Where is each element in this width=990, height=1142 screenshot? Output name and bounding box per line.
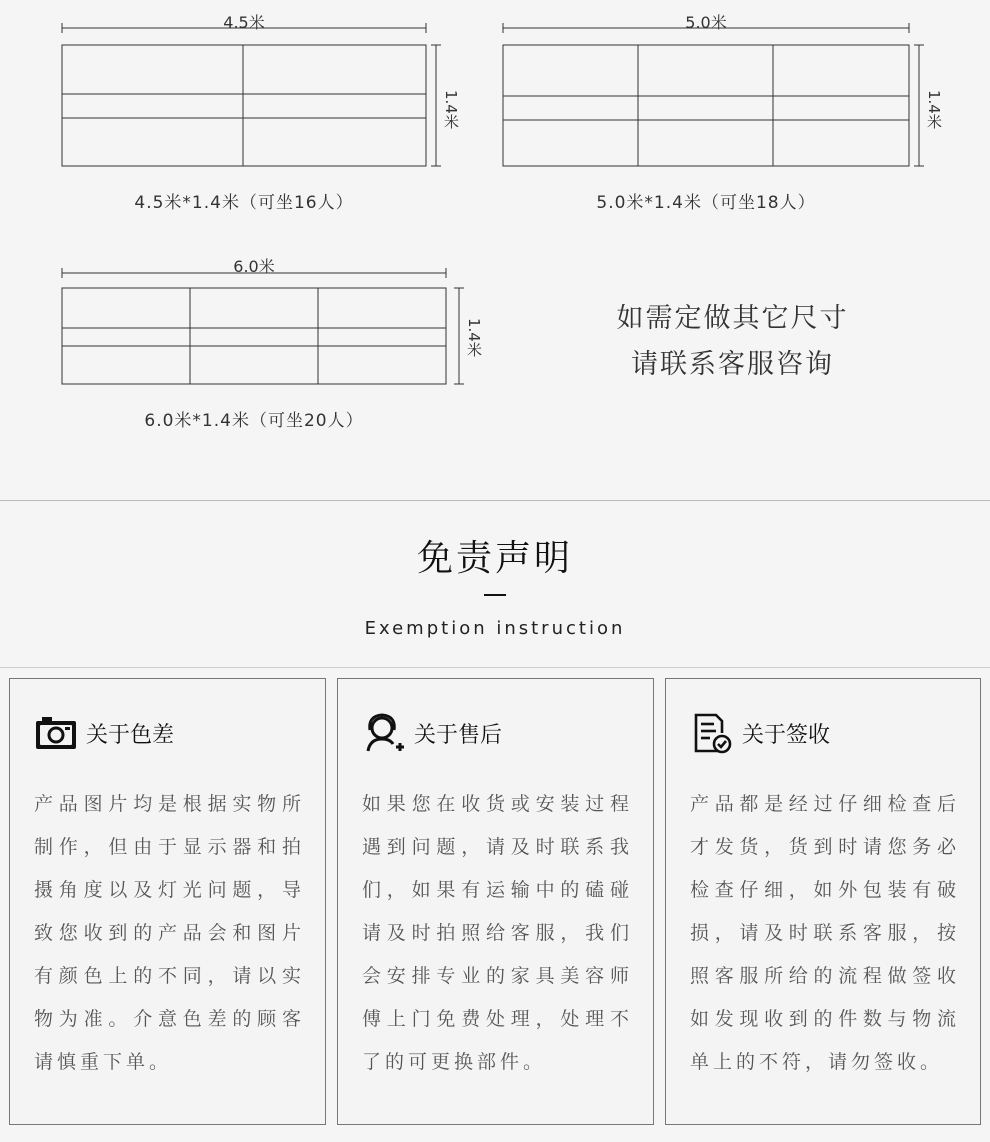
section-subtitle: Exemption instruction xyxy=(364,618,626,639)
card-body: 产品图片均是根据实物所制作，但由于显示器和拍摄角度以及灯光问题，导致您收到的产品会和图片有颜色上的不同，请以实物为准。介意色差的顾客请慎重下单。 xyxy=(34,793,305,1073)
camera-icon xyxy=(34,711,78,755)
custom-size-line1: 如需定做其它尺寸 xyxy=(616,303,849,334)
table-5-0-caption: 5.0米*1.4米（可坐18人） xyxy=(596,193,816,213)
table-6-0-drawing xyxy=(62,268,464,384)
card-header xyxy=(690,711,830,755)
card-color-difference xyxy=(9,678,326,1125)
table-6-0-depth-label: 1.4米 xyxy=(465,318,483,357)
customer-service-icon xyxy=(362,711,406,755)
card-receipt xyxy=(665,678,981,1125)
section-divider xyxy=(0,667,990,668)
table-4-5-width-label: 4.5米 xyxy=(223,13,265,32)
table-6-0-width-label: 6.0米 xyxy=(233,257,275,276)
table-5-0-width-label: 5.0米 xyxy=(685,13,727,32)
table-6-0-caption: 6.0米*1.4米（可坐20人） xyxy=(144,411,364,431)
document-check-icon xyxy=(690,711,734,755)
custom-size-line2: 请联系客服咨询 xyxy=(631,349,834,380)
card-body: 产品都是经过仔细检查后才发货，货到时请您务必检查仔细，如外包装有破损，请及时联系客服，按照客服所给的流程做签收如发现收到的件数与物流单上的不符，请勿签收。 xyxy=(690,793,960,1073)
card-header xyxy=(362,711,502,755)
table-4-5-drawing xyxy=(62,23,441,166)
section-title: 免责声明 xyxy=(416,538,573,579)
table-4-5-depth-label: 1.4米 xyxy=(442,90,460,129)
table-4-5-caption: 4.5米*1.4米（可坐16人） xyxy=(134,193,354,213)
table-5-0-drawing xyxy=(503,23,924,166)
custom-size-note xyxy=(600,296,865,388)
card-title: 关于售后 xyxy=(414,722,503,748)
card-body: 如果您在收货或安装过程遇到问题，请及时联系我们，如果有运输中的磕碰请及时拍照给客服，我们会安排专业的家具美容师傅上门免费处理，处理不了的可更换部件。 xyxy=(362,793,633,1073)
card-header xyxy=(34,711,174,755)
card-title: 关于色差 xyxy=(86,722,175,748)
top-divider xyxy=(0,500,990,501)
title-dash xyxy=(484,594,506,596)
card-after-sales xyxy=(337,678,654,1125)
table-5-0-depth-label: 1.4米 xyxy=(925,90,943,129)
card-title: 关于签收 xyxy=(742,722,831,748)
